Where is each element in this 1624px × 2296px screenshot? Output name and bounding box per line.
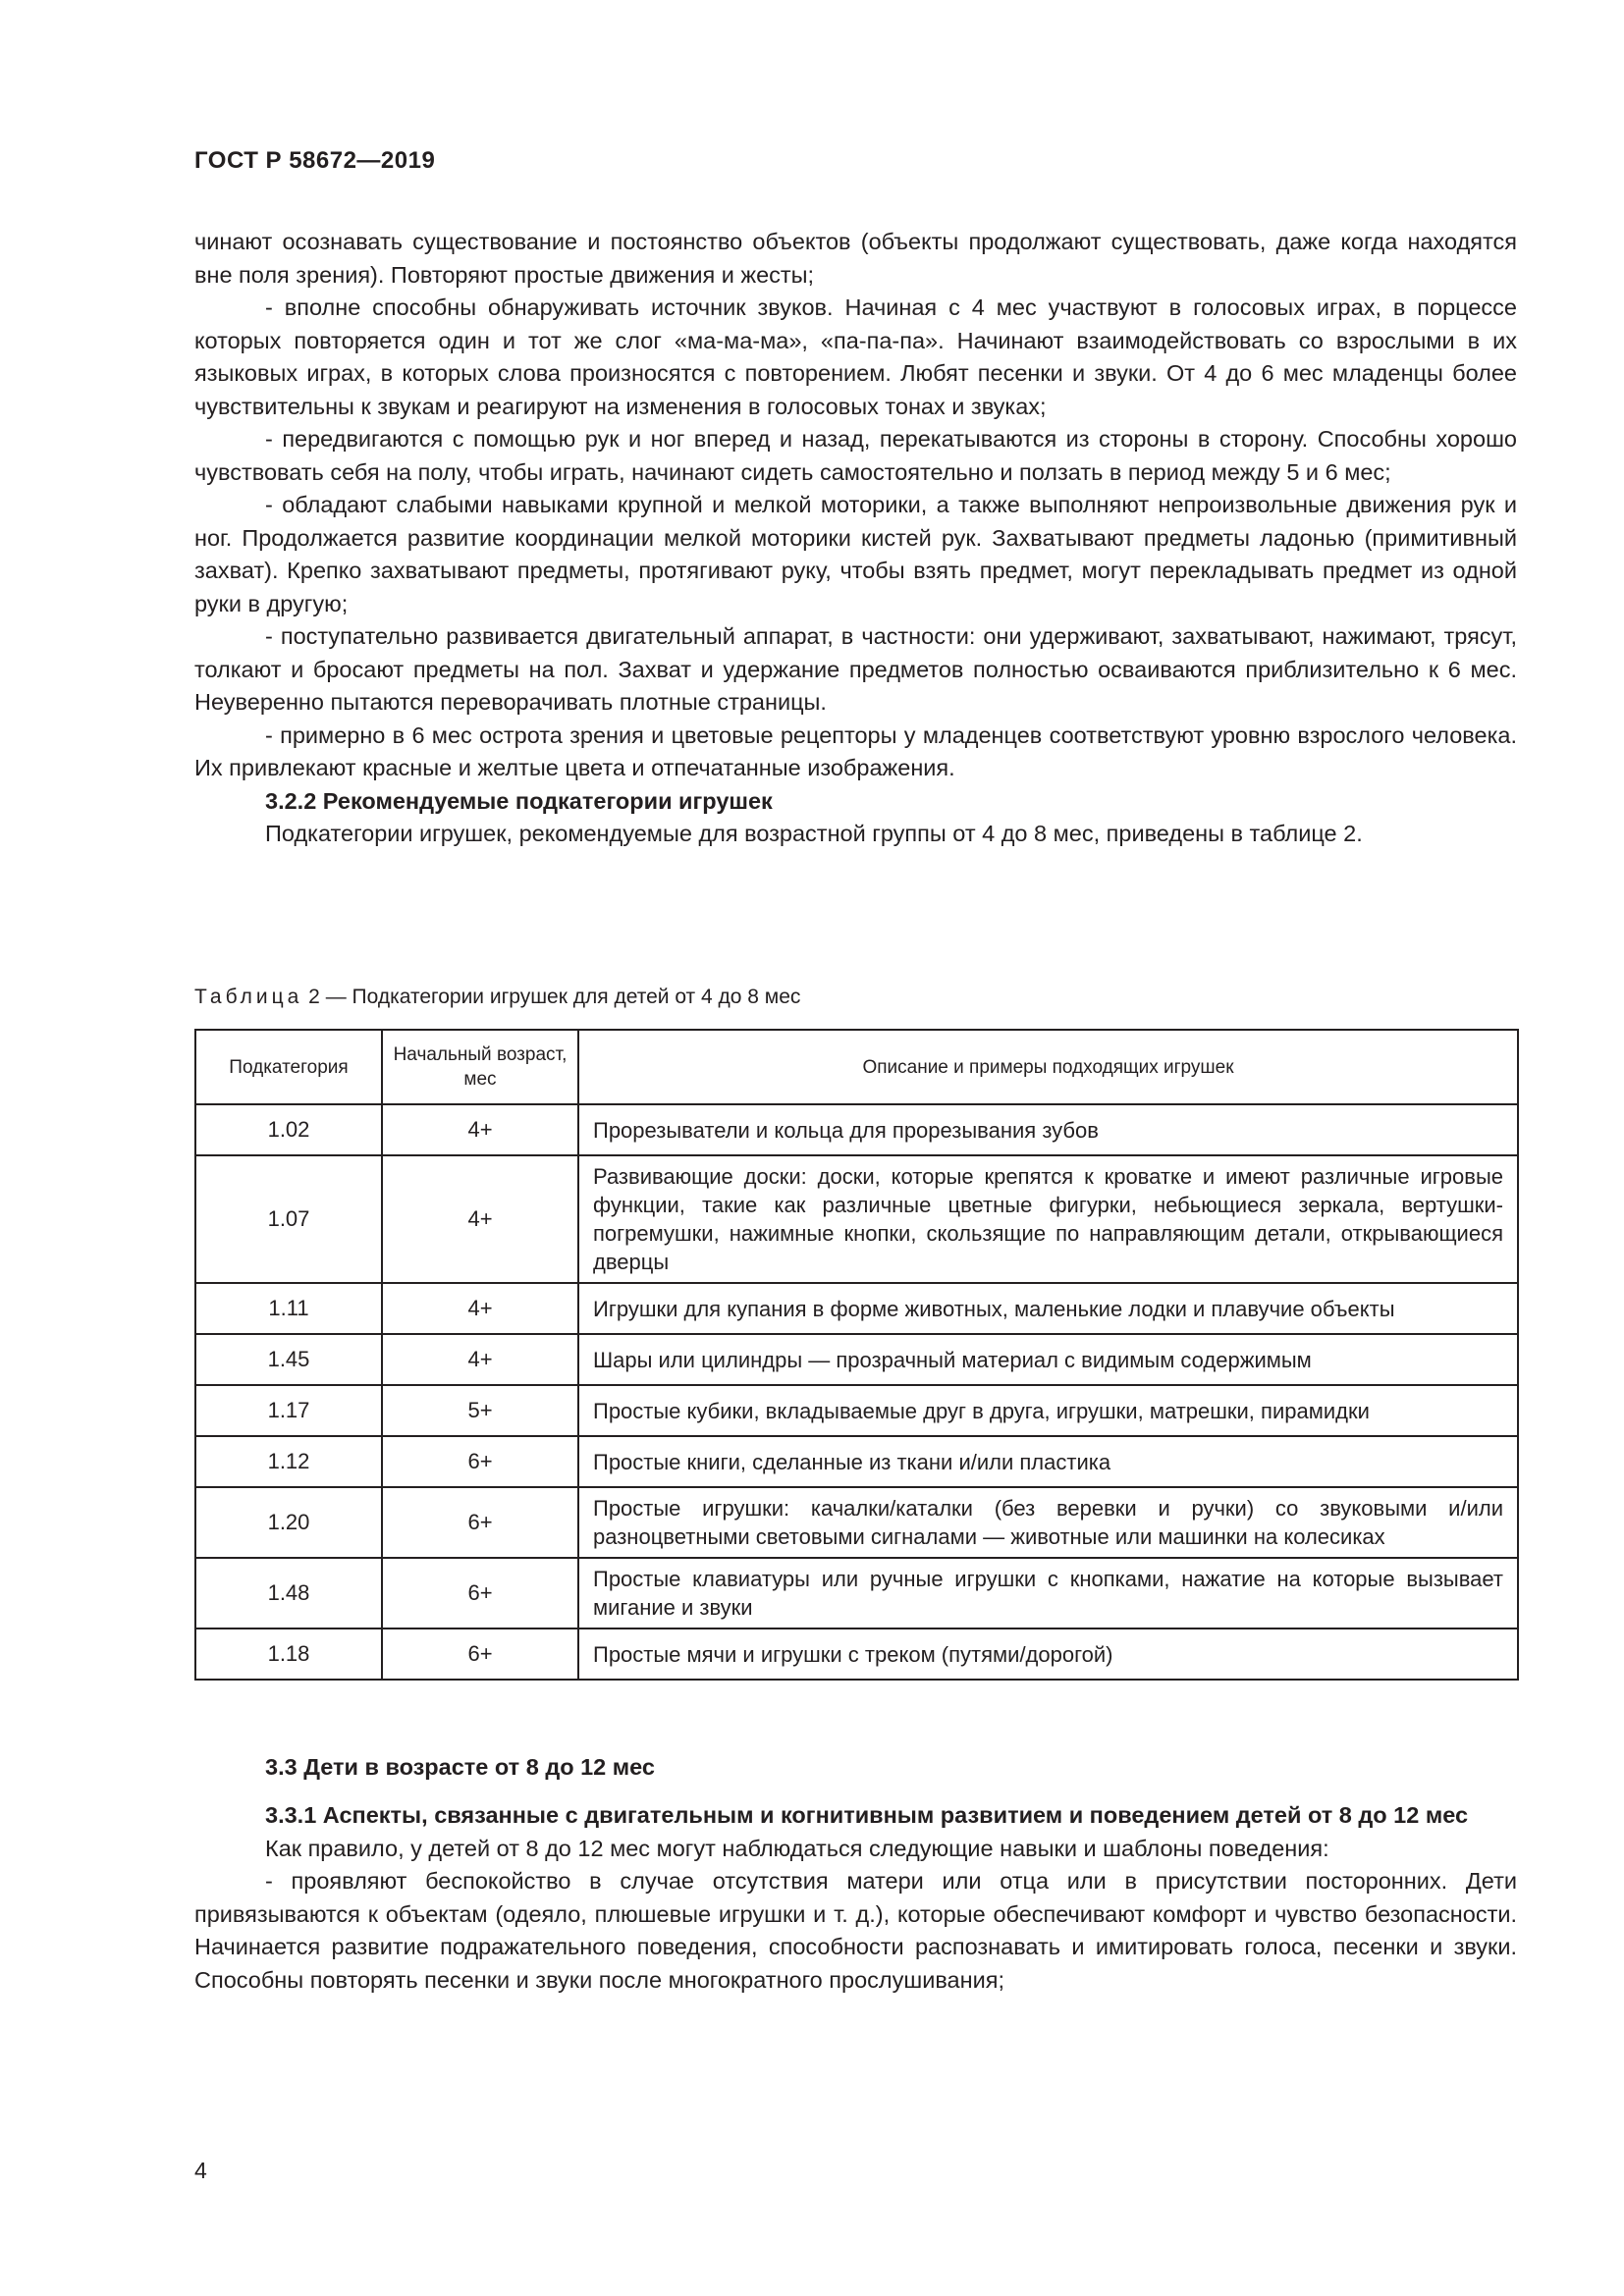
table-cell: 1.45 [195, 1334, 382, 1385]
paragraph: чинают осознавать существование и постоянство объектов (объекты продолжают существовать, даже когда находятся вне поля зрения). Повторяют простые движения и жесты; [194, 229, 1517, 288]
table-cell: Шары или цилиндры — прозрачный материал с видимым содержимым [578, 1334, 1518, 1385]
paragraph: - вполне способны обнаруживать источник звуков. Начиная с 4 мес участвуют в голосовых играх, в порцессе которых повторяется один и тот же слог «ма-ма-ма», «па-па-па». Начинают взаимодействовать со взрослыми в их языковых играх, в которых слова произносятся с повторением. Любят песенки и звуки. От 4 до 6 мес младенцы более чувствительны к звукам и реагируют на изменения в голосовых тонах и звуках; [194, 294, 1517, 419]
paragraph: Как правило, у детей от 8 до 12 мес могут наблюдаться следующие навыки и шаблоны поведения: [265, 1835, 1329, 1861]
table-caption [194, 986, 800, 1009]
table-cell: 6+ [382, 1436, 578, 1487]
table-cell: 1.48 [195, 1558, 382, 1629]
document-header: ГОСТ Р 58672—2019 [194, 147, 436, 174]
table-cell: 6+ [382, 1487, 578, 1558]
paragraph: Подкатегории игрушек, рекомендуемые для возрастной группы от 4 до 8 мес, приведены в таблице 2. [265, 821, 1363, 846]
table-caption-label: Таблица [194, 986, 303, 1008]
table-cell: Развивающие доски: доски, которые крепятся к кроватке и имеют различные игровые функции, такие как различные цветные фигурки, небьющиеся зеркала, вертушки-погремушки, нажимные кнопки, скользящие по направляющим детали, открывающиеся дверцы [578, 1155, 1518, 1283]
table-cell: 5+ [382, 1385, 578, 1436]
column-header: Подкатегория [195, 1030, 382, 1104]
table-cell: Простые клавиатуры или ручные игрушки с кнопками, нажатие на которые вызывает мигание и звуки [578, 1558, 1518, 1629]
paragraph: - передвигаются с помощью рук и ног вперед и назад, перекатываются из стороны в сторону. Способны хорошо чувствовать себя на полу, чтобы играть, начинают сидеть самостоятельно и ползать в период между 5 и 6 мес; [194, 426, 1517, 485]
table-cell: 4+ [382, 1155, 578, 1283]
page-number: 4 [194, 2158, 207, 2183]
column-header: Описание и примеры подходящих игрушек [578, 1030, 1518, 1104]
table-row [195, 1558, 1518, 1629]
table-cell: 1.18 [195, 1629, 382, 1680]
table-cell: 4+ [382, 1283, 578, 1334]
table-cell: 1.12 [195, 1436, 382, 1487]
paragraph: - обладают слабыми навыками крупной и мелкой моторики, а также выполняют непроизвольные движения рук и ног. Продолжается развитие координации мелкой моторики кистей рук. Захватывают предметы ладонью (примитивный захват). Крепко захватывают предметы, протягивают руку, чтобы взять предмет, могут перекладывать предмет из одной руки в другую; [194, 492, 1517, 616]
table-header-row [195, 1030, 1518, 1104]
table-cell: 1.02 [195, 1104, 382, 1155]
column-header: Начальный возраст, мес [382, 1030, 578, 1104]
table-cell: Простые книги, сделанные из ткани и/или пластика [578, 1436, 1518, 1487]
paragraph: - поступательно развивается двигательный аппарат, в частности: они удерживают, захватывают, нажимают, трясут, толкают и бросают предметы на пол. Захват и удержание предметов полностью осваиваются приблизительно к 6 мес. Неуверенно пытаются переворачивать плотные страницы. [194, 623, 1517, 715]
body-text-bottom [194, 1799, 1517, 1997]
table-cell: Игрушки для купания в форме животных, маленькие лодки и плавучие объекты [578, 1283, 1518, 1334]
subsection-heading: 3.3.1 Аспекты, связанные с двигательным и когнитивным развитием и поведением детей от 8 до 12 мес [265, 1802, 1469, 1828]
table-row [195, 1334, 1518, 1385]
table-row [195, 1155, 1518, 1283]
table-cell: 1.20 [195, 1487, 382, 1558]
table-cell: Простые мячи и игрушки с треком (путями/дорогой) [578, 1629, 1518, 1680]
table-caption-text: 2 — Подкатегории игрушек для детей от 4 до 8 мес [302, 986, 801, 1008]
table-row [195, 1487, 1518, 1558]
table-row [195, 1629, 1518, 1680]
table-row [195, 1283, 1518, 1334]
table-cell: 1.11 [195, 1283, 382, 1334]
body-text-top [194, 226, 1517, 851]
table-cell: 1.17 [195, 1385, 382, 1436]
section-title: 3.3 Дети в возрасте от 8 до 12 мес [265, 1754, 655, 1780]
table-row [195, 1436, 1518, 1487]
table-cell: Простые кубики, вкладываемые друг в друга, игрушки, матрешки, пирамидки [578, 1385, 1518, 1436]
table-cell: Прорезыватели и кольца для прорезывания зубов [578, 1104, 1518, 1155]
table-cell: 4+ [382, 1334, 578, 1385]
table-cell: 6+ [382, 1629, 578, 1680]
table-cell: Простые игрушки: качалки/каталки (без веревки и ручки) со звуковыми и/или разноцветными световыми сигналами — животные или машинки на колесиках [578, 1487, 1518, 1558]
paragraph: - примерно в 6 мес острота зрения и цветовые рецепторы у младенцев соответствуют уровню взрослого человека. Их привлекают красные и желтые цвета и отпечатанные изображения. [194, 721, 1517, 780]
table-cell: 1.07 [195, 1155, 382, 1283]
table-cell: 4+ [382, 1104, 578, 1155]
toy-subcategories-table [194, 1029, 1519, 1681]
table-row [195, 1385, 1518, 1436]
table-row [195, 1104, 1518, 1155]
table-cell: 6+ [382, 1558, 578, 1629]
subsection-heading: 3.2.2 Рекомендуемые подкатегории игрушек [265, 787, 773, 814]
paragraph: - проявляют беспокойство в случае отсутствия матери или отца или в присутствии посторонних. Дети привязываются к объектам (одеяло, плюшевые игрушки и т. д.), которые обеспечивают комфорт и чувство безопасности. Начинается развитие подражательного поведения, способности распознавать и имитировать голоса, песенки и звуки. Способны повторять песенки и звуки после многократного прослушивания; [194, 1868, 1517, 1993]
